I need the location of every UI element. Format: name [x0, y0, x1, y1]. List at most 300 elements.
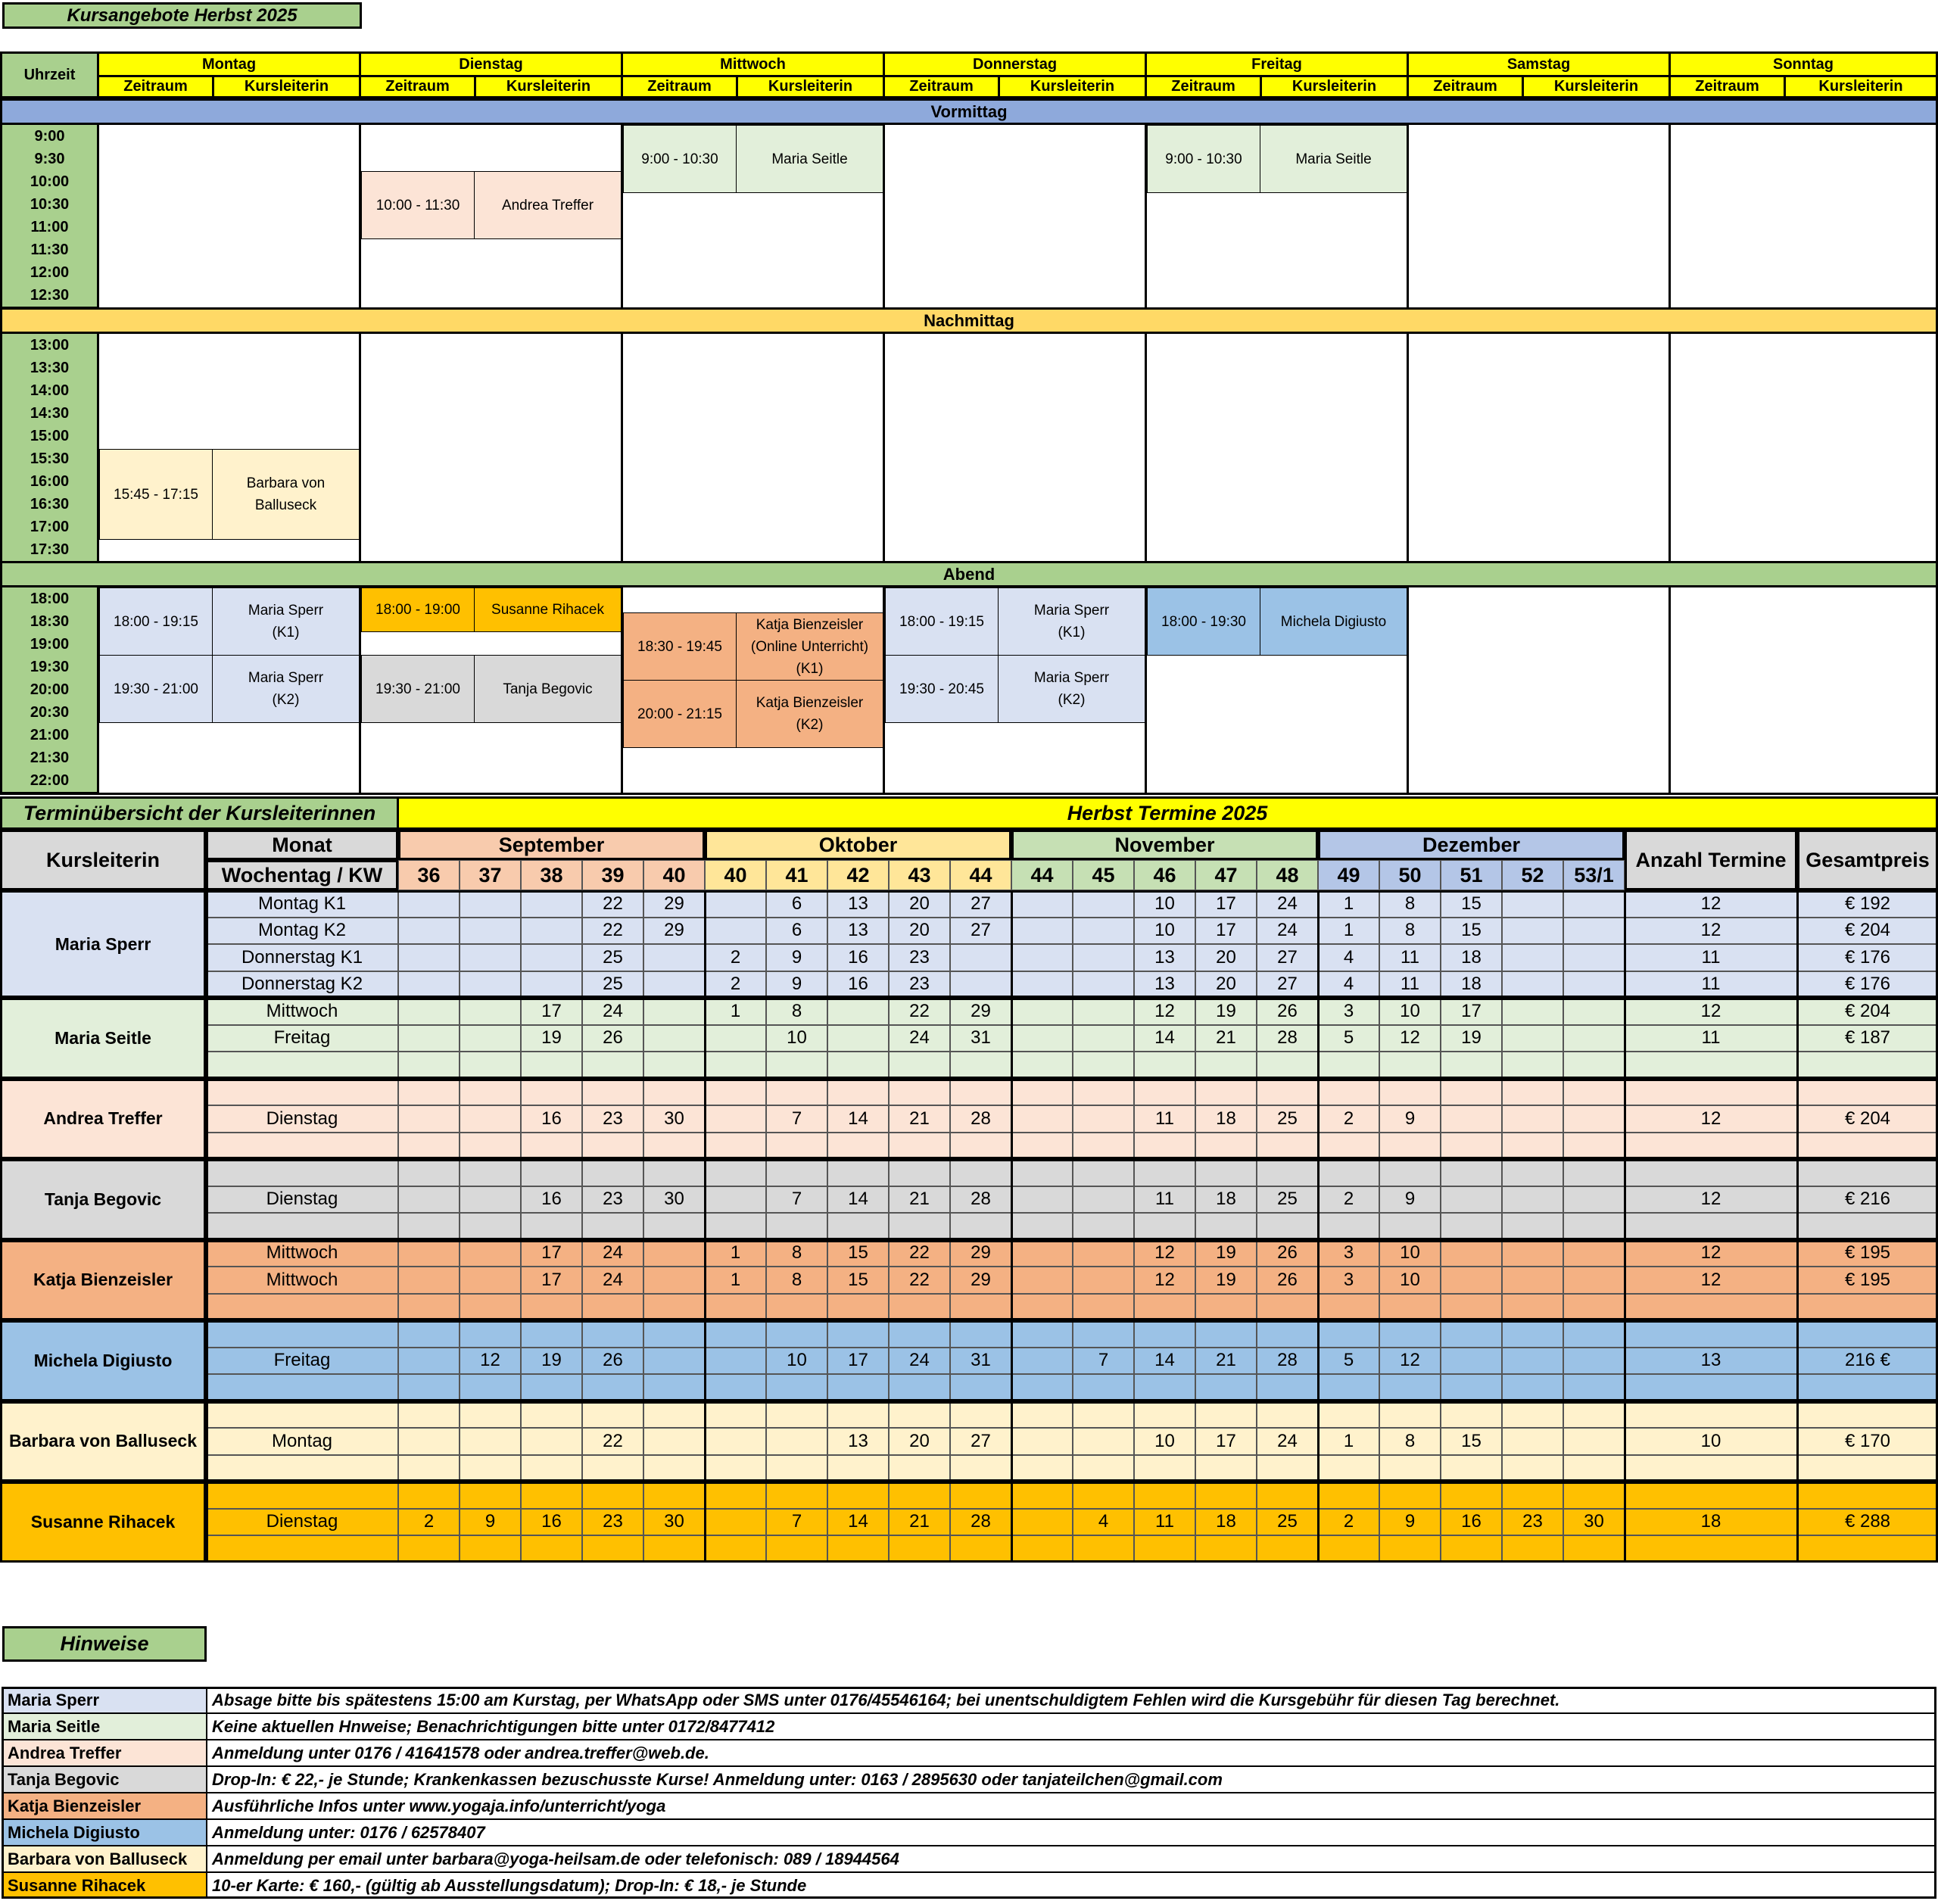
note-teacher-name: Andrea Treffer: [2, 1740, 207, 1766]
date-cell: 8: [766, 1267, 827, 1294]
date-cell: [643, 1213, 705, 1240]
date-cell: 7: [766, 1105, 827, 1133]
date-cell: [705, 1509, 766, 1536]
note-teacher-name: Katja Bienzeisler: [2, 1793, 207, 1819]
date-cell: [1379, 1320, 1441, 1348]
kw-header: 38: [521, 860, 582, 890]
course-time: 15:45 - 17:15: [99, 449, 213, 540]
date-cell: [1073, 1428, 1134, 1455]
date-cell: [705, 1455, 766, 1482]
time-column-abend: [0, 585, 99, 795]
date-cell: [1134, 1079, 1195, 1106]
date-cell: [1195, 1482, 1257, 1509]
date-cell: [827, 1079, 889, 1106]
weekday-cell: Dienstag: [206, 1186, 398, 1214]
date-cell: [1502, 1294, 1563, 1321]
month-divider: [1624, 1401, 1626, 1482]
time-label: 9:30: [2, 148, 97, 171]
time-label: 13:00: [2, 334, 97, 357]
date-cell: [1563, 1401, 1625, 1429]
date-cell: 10: [766, 1025, 827, 1052]
section-nachmittag: Nachmittag: [0, 307, 1938, 334]
date-cell: [1257, 1133, 1318, 1160]
date-cell: [766, 1294, 827, 1321]
date-cell: 13: [1134, 971, 1195, 999]
time-label: 21:00: [2, 724, 97, 747]
price-cell: [1797, 1401, 1938, 1429]
date-cell: [1563, 890, 1625, 918]
date-cell: 11: [1134, 1105, 1195, 1133]
date-cell: [766, 1133, 827, 1160]
date-cell: 6: [766, 918, 827, 945]
month-divider: [1624, 1240, 1626, 1321]
date-cell: [1502, 1401, 1563, 1429]
date-cell: 14: [827, 1186, 889, 1214]
date-cell: 26: [582, 1348, 643, 1375]
kw-header: 44: [1011, 860, 1073, 890]
count-cell: 12: [1625, 1186, 1797, 1214]
count-cell: [1625, 1159, 1797, 1186]
month-divider: [1796, 1482, 1799, 1563]
date-cell: 18: [1441, 971, 1502, 999]
count-cell: 11: [1625, 971, 1797, 999]
date-cell: [705, 1348, 766, 1375]
subheader-zeitraum: Zeitraum: [621, 75, 738, 98]
date-cell: 4: [1318, 971, 1379, 999]
kw-header: 53/1: [1563, 860, 1625, 890]
day-block: [883, 332, 1147, 563]
date-cell: [766, 1428, 827, 1455]
date-cell: 30: [1563, 1509, 1625, 1536]
overview-right-title: Herbst Termine 2025: [397, 796, 1938, 830]
date-cell: [1502, 1052, 1563, 1079]
date-cell: [1257, 1374, 1318, 1401]
day-block: [1145, 332, 1409, 563]
date-cell: 21: [1195, 1348, 1257, 1375]
date-cell: [1073, 1267, 1134, 1294]
month-divider: [1317, 890, 1320, 998]
date-cell: [889, 1159, 950, 1186]
kw-header: 50: [1379, 860, 1441, 890]
note-teacher-name: Susanne Rihacek: [2, 1872, 207, 1899]
date-cell: [460, 998, 521, 1025]
date-cell: [1073, 1105, 1134, 1133]
date-cell: [1195, 1455, 1257, 1482]
date-cell: [1011, 1159, 1073, 1186]
date-cell: [889, 1079, 950, 1106]
course-teacher: Maria Sperr (K1): [212, 587, 360, 656]
date-cell: 19: [1195, 1240, 1257, 1267]
teacher-name: Susanne Rihacek: [0, 1482, 206, 1563]
date-cell: 22: [889, 1267, 950, 1294]
day-block: [1407, 332, 1671, 563]
count-cell: 12: [1625, 1105, 1797, 1133]
date-cell: [460, 1052, 521, 1079]
date-cell: [705, 1482, 766, 1509]
count-cell: [1625, 1482, 1797, 1509]
time-label: 20:00: [2, 678, 97, 702]
date-cell: [1563, 1213, 1625, 1240]
date-cell: [1011, 1320, 1073, 1348]
date-cell: [1318, 1401, 1379, 1429]
course-time: 9:00 - 10:30: [623, 125, 737, 193]
date-cell: [1502, 1213, 1563, 1240]
day-header-dienstag: Dienstag: [359, 51, 623, 77]
date-cell: [705, 1186, 766, 1214]
date-cell: 24: [1257, 1428, 1318, 1455]
month-divider: [1796, 1320, 1799, 1401]
date-cell: [1073, 1294, 1134, 1321]
date-cell: 22: [889, 998, 950, 1025]
date-cell: 26: [1257, 998, 1318, 1025]
date-cell: [582, 1079, 643, 1106]
course-teacher: Michela Digiusto: [1260, 587, 1407, 656]
date-cell: [1502, 1025, 1563, 1052]
date-cell: [582, 1213, 643, 1240]
teacher-name: Maria Sperr: [0, 890, 206, 998]
note-text: Drop-In: € 22,- je Stunde; Krankenkassen bezuschusste Kurse! Anmeldung unter: 0163 / 2895630 oder tanjateilchen@gmail.com: [207, 1766, 1936, 1793]
date-cell: 25: [582, 971, 643, 999]
date-cell: [1011, 1213, 1073, 1240]
subheader-kursleiterin: Kursleiterin: [1784, 75, 1938, 98]
subheader-zeitraum: Zeitraum: [1407, 75, 1524, 98]
weekday-cell: Mittwoch: [206, 1267, 398, 1294]
date-cell: [1011, 1509, 1073, 1536]
date-cell: [1441, 1320, 1502, 1348]
kw-header: 40: [705, 860, 766, 890]
time-label: 10:00: [2, 170, 97, 194]
date-cell: 18: [1195, 1509, 1257, 1536]
date-cell: [766, 1401, 827, 1429]
day-header-freitag: Freitag: [1145, 51, 1409, 77]
date-cell: 26: [1257, 1267, 1318, 1294]
kw-header: 46: [1134, 860, 1195, 890]
date-cell: 1: [705, 998, 766, 1025]
price-cell: [1797, 1079, 1938, 1106]
course-teacher: Maria Sperr (K2): [998, 655, 1145, 723]
date-cell: 24: [1257, 890, 1318, 918]
date-cell: [1134, 1455, 1195, 1482]
date-cell: 25: [1257, 1509, 1318, 1536]
price-cell: [1797, 1159, 1938, 1186]
date-cell: [398, 1052, 460, 1079]
date-cell: [1134, 1213, 1195, 1240]
monat-header: Monat: [206, 830, 398, 860]
time-label: 14:00: [2, 379, 97, 403]
date-cell: 17: [827, 1348, 889, 1375]
date-cell: [1502, 1455, 1563, 1482]
date-cell: 22: [582, 918, 643, 945]
date-cell: [705, 918, 766, 945]
month-divider: [1011, 1482, 1013, 1563]
date-cell: [705, 1159, 766, 1186]
date-cell: 16: [521, 1186, 582, 1214]
date-cell: 1: [705, 1267, 766, 1294]
wochentag-kw-header: Wochentag / KW: [206, 860, 398, 890]
month-divider: [704, 1482, 706, 1563]
date-cell: [1257, 1079, 1318, 1106]
date-cell: [460, 1482, 521, 1509]
price-cell: [1797, 1374, 1938, 1401]
date-cell: [398, 1535, 460, 1563]
date-cell: [766, 1052, 827, 1079]
date-cell: [460, 1401, 521, 1429]
date-cell: 10: [1379, 1267, 1441, 1294]
date-cell: [1563, 1079, 1625, 1106]
date-cell: [1502, 971, 1563, 999]
date-cell: [1502, 998, 1563, 1025]
date-cell: [1318, 1294, 1379, 1321]
date-cell: [1073, 1455, 1134, 1482]
kw-header: 41: [766, 860, 827, 890]
date-cell: [1011, 1052, 1073, 1079]
date-cell: [1195, 1374, 1257, 1401]
date-cell: [1257, 1294, 1318, 1321]
date-cell: [1073, 1025, 1134, 1052]
date-cell: [1318, 1374, 1379, 1401]
date-cell: [1011, 971, 1073, 999]
date-cell: [1563, 1052, 1625, 1079]
count-cell: [1625, 1535, 1797, 1563]
date-cell: 26: [582, 1025, 643, 1052]
date-cell: [1563, 971, 1625, 999]
date-cell: 16: [827, 944, 889, 971]
count-cell: 10: [1625, 1428, 1797, 1455]
date-cell: [705, 1401, 766, 1429]
date-cell: [766, 1320, 827, 1348]
course-time: 19:30 - 21:00: [361, 655, 475, 723]
date-cell: [1011, 1079, 1073, 1106]
date-cell: [827, 1374, 889, 1401]
month-divider: [1011, 998, 1013, 1079]
month-divider: [1011, 1079, 1013, 1160]
date-cell: [460, 890, 521, 918]
date-cell: [460, 1159, 521, 1186]
kw-header: 44: [950, 860, 1011, 890]
date-cell: [705, 890, 766, 918]
date-cell: 4: [1318, 944, 1379, 971]
price-cell: € 176: [1797, 971, 1938, 999]
note-text: Absage bitte bis spätestens 15:00 am Kurstag, per WhatsApp oder SMS unter 0176/45546164; bei unentschuldigtem Fehlen wird die Kursgebühr für diesen Tag berechnet.: [207, 1687, 1936, 1713]
kw-header: 45: [1073, 860, 1134, 890]
price-cell: € 204: [1797, 998, 1938, 1025]
date-cell: [460, 918, 521, 945]
count-cell: [1625, 1079, 1797, 1106]
date-cell: [889, 1535, 950, 1563]
date-cell: [705, 1052, 766, 1079]
date-cell: 3: [1318, 1267, 1379, 1294]
date-cell: [1441, 1052, 1502, 1079]
date-cell: [643, 1294, 705, 1321]
date-cell: [1011, 1294, 1073, 1321]
date-cell: [889, 1482, 950, 1509]
course-time: 9:00 - 10:30: [1147, 125, 1260, 193]
kw-header: 42: [827, 860, 889, 890]
date-cell: 19: [521, 1025, 582, 1052]
date-cell: 13: [827, 918, 889, 945]
date-cell: [398, 1213, 460, 1240]
course-teacher: Maria Seitle: [1260, 125, 1407, 193]
month-divider: [704, 890, 706, 998]
date-cell: [950, 971, 1011, 999]
subheader-zeitraum: Zeitraum: [359, 75, 476, 98]
date-cell: [1134, 1374, 1195, 1401]
date-cell: [643, 1267, 705, 1294]
date-cell: 23: [582, 1509, 643, 1536]
date-cell: [1441, 1455, 1502, 1482]
date-cell: 8: [1379, 890, 1441, 918]
date-cell: [1502, 944, 1563, 971]
date-cell: 14: [827, 1105, 889, 1133]
date-cell: [1195, 1159, 1257, 1186]
date-cell: [398, 998, 460, 1025]
date-cell: 10: [1379, 1240, 1441, 1267]
date-cell: [1379, 1294, 1441, 1321]
price-cell: [1797, 1535, 1938, 1563]
date-cell: [1134, 1535, 1195, 1563]
date-cell: 16: [827, 971, 889, 999]
date-cell: 10: [766, 1348, 827, 1375]
kw-header: 51: [1441, 860, 1502, 890]
date-cell: [950, 1455, 1011, 1482]
weekday-cell: Mittwoch: [206, 1240, 398, 1267]
page-title: Kursangebote Herbst 2025: [2, 2, 362, 29]
date-cell: [705, 1374, 766, 1401]
time-label: 19:00: [2, 633, 97, 656]
date-cell: [1257, 1052, 1318, 1079]
date-cell: [1563, 1482, 1625, 1509]
date-cell: [1502, 1105, 1563, 1133]
month-divider: [704, 1240, 706, 1321]
date-cell: [1318, 1455, 1379, 1482]
subheader-zeitraum: Zeitraum: [883, 75, 1000, 98]
note-text: Anmeldung unter: 0176 / 62578407: [207, 1819, 1936, 1846]
time-label: 10:30: [2, 193, 97, 217]
course-time: 10:00 - 11:30: [361, 171, 475, 239]
date-cell: [582, 1482, 643, 1509]
day-block: [1668, 332, 1938, 563]
date-cell: [1011, 1482, 1073, 1509]
day-header-montag: Montag: [97, 51, 361, 77]
price-cell: € 187: [1797, 1025, 1938, 1052]
time-label: 14:30: [2, 402, 97, 425]
date-cell: [1563, 918, 1625, 945]
subheader-zeitraum: Zeitraum: [1668, 75, 1786, 98]
time-label: 18:30: [2, 610, 97, 634]
date-cell: 20: [889, 1428, 950, 1455]
date-cell: 15: [827, 1267, 889, 1294]
date-cell: [1195, 1535, 1257, 1563]
day-block: [883, 123, 1147, 310]
date-cell: 1: [705, 1240, 766, 1267]
date-cell: [1073, 1374, 1134, 1401]
count-cell: 12: [1625, 1267, 1797, 1294]
count-cell: 11: [1625, 1025, 1797, 1052]
time-label: 18:00: [2, 587, 97, 611]
date-cell: [460, 1079, 521, 1106]
month-divider: [1317, 1482, 1320, 1563]
kw-header: 36: [398, 860, 460, 890]
date-cell: [950, 1294, 1011, 1321]
date-cell: 1: [1318, 918, 1379, 945]
date-cell: [1134, 1133, 1195, 1160]
date-cell: 27: [1257, 944, 1318, 971]
month-divider: [1624, 1159, 1626, 1240]
date-cell: [1073, 998, 1134, 1025]
date-cell: [643, 1052, 705, 1079]
date-cell: [1502, 1133, 1563, 1160]
month-divider: [1624, 1482, 1626, 1563]
weekday-cell: Freitag: [206, 1348, 398, 1375]
date-cell: 28: [950, 1186, 1011, 1214]
price-cell: [1797, 1320, 1938, 1348]
date-cell: 23: [889, 971, 950, 999]
date-cell: [1441, 1535, 1502, 1563]
note-teacher-name: Maria Sperr: [2, 1687, 207, 1713]
date-cell: [1073, 890, 1134, 918]
day-block: [621, 332, 885, 563]
date-cell: [827, 1052, 889, 1079]
kw-header: 39: [582, 860, 643, 890]
date-cell: 10: [1134, 1428, 1195, 1455]
kw-header: 40: [643, 860, 705, 890]
date-cell: [1563, 1348, 1625, 1375]
date-cell: 13: [827, 1428, 889, 1455]
teacher-name: Andrea Treffer: [0, 1079, 206, 1160]
note-teacher-name: Barbara von Balluseck: [2, 1846, 207, 1872]
weekday-cell: [206, 1482, 398, 1509]
date-cell: [1011, 1401, 1073, 1429]
date-cell: 17: [1195, 1428, 1257, 1455]
month-header: September: [398, 830, 705, 860]
date-cell: 10: [1134, 890, 1195, 918]
date-cell: [1502, 1428, 1563, 1455]
date-cell: [460, 1455, 521, 1482]
date-cell: [827, 1213, 889, 1240]
date-cell: [1502, 1482, 1563, 1509]
date-cell: 11: [1134, 1186, 1195, 1214]
date-cell: [1379, 1159, 1441, 1186]
date-cell: [1318, 1159, 1379, 1186]
gesamt-header: Gesamtpreis: [1797, 830, 1938, 890]
month-divider: [1011, 1159, 1013, 1240]
weekday-cell: [206, 1401, 398, 1429]
date-cell: [460, 1374, 521, 1401]
date-cell: 27: [950, 918, 1011, 945]
date-cell: 25: [1257, 1105, 1318, 1133]
date-cell: [1011, 1133, 1073, 1160]
date-cell: [1195, 1320, 1257, 1348]
weekday-cell: Freitag: [206, 1025, 398, 1052]
date-cell: [460, 1428, 521, 1455]
course-teacher: Maria Sperr (K2): [212, 655, 360, 723]
date-cell: 23: [889, 944, 950, 971]
date-cell: [460, 1320, 521, 1348]
date-cell: 8: [766, 1240, 827, 1267]
date-cell: 27: [1257, 971, 1318, 999]
weekday-cell: Montag K1: [206, 890, 398, 918]
date-cell: [1318, 1213, 1379, 1240]
date-cell: 22: [582, 1428, 643, 1455]
date-cell: [398, 1240, 460, 1267]
month-divider: [704, 1401, 706, 1482]
date-cell: [827, 1294, 889, 1321]
count-cell: 12: [1625, 890, 1797, 918]
date-cell: 20: [1195, 944, 1257, 971]
weekday-cell: Montag: [206, 1428, 398, 1455]
date-cell: 29: [950, 1267, 1011, 1294]
date-cell: [460, 971, 521, 999]
